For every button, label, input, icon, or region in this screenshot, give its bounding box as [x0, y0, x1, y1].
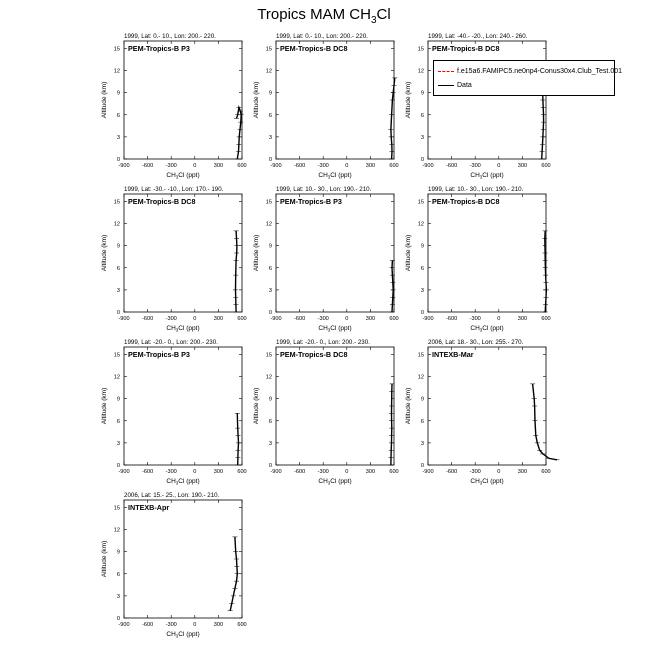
- x-tick-label: -300: [469, 163, 481, 169]
- x-tick-label: 0: [497, 316, 501, 322]
- campaign-label: PEM-Tropics-B DC8: [128, 197, 196, 206]
- x-tick-label: -900: [422, 316, 434, 322]
- x-tick-label: -300: [317, 316, 329, 322]
- y-tick-label: 15: [113, 199, 120, 206]
- plot-frame: [276, 194, 394, 312]
- plot-frame: [124, 500, 242, 618]
- y-tick-label: 6: [420, 418, 424, 425]
- campaign-label: PEM-Tropics-B P3: [128, 44, 190, 53]
- y-axis-label: Altitude (km): [405, 81, 412, 119]
- panel-title: 1999, Lat: -20.- 0., Lon: 200.- 230.: [276, 339, 370, 346]
- campaign-label: PEM-Tropics-B DC8: [280, 350, 348, 359]
- x-tick-label: 600: [541, 163, 551, 169]
- plot-frame: [276, 41, 394, 159]
- x-axis-label: $CH_3Cl$ (ppt): [470, 478, 504, 486]
- y-tick-label: 9: [420, 243, 424, 250]
- y-axis-label: Altitude (km): [101, 540, 108, 578]
- y-tick-label: 0: [420, 157, 424, 163]
- x-tick-label: -600: [445, 163, 458, 169]
- y-tick-label: 12: [113, 221, 120, 228]
- x-tick-label: -600: [141, 622, 154, 628]
- x-tick-label: -300: [469, 469, 481, 475]
- panel-title: 1999, Lat: 10.- 30., Lon: 190.- 210.: [428, 186, 524, 193]
- y-tick-label: 3: [116, 134, 120, 141]
- x-tick-label: -900: [270, 163, 282, 169]
- y-tick-label: 3: [268, 134, 272, 141]
- x-tick-label: -600: [141, 163, 154, 169]
- plot-frame: [428, 41, 546, 159]
- x-tick-label: 600: [237, 622, 247, 628]
- x-tick-label: 0: [193, 469, 197, 475]
- x-tick-label: -900: [118, 163, 130, 169]
- panel-title: 2006, Lat: 18.- 30., Lon: 255.- 270.: [428, 339, 524, 346]
- x-tick-label: 600: [541, 469, 551, 475]
- plot-frame: [124, 194, 242, 312]
- x-tick-label: -600: [141, 316, 154, 322]
- x-tick-label: 600: [389, 469, 399, 475]
- y-axis-label: Altitude (km): [253, 81, 260, 119]
- y-tick-label: 0: [420, 463, 424, 469]
- x-tick-label: -900: [118, 622, 130, 628]
- panel-title: 1999, Lat: 0.- 10., Lon: 200.- 220.: [276, 33, 368, 40]
- y-tick-label: 9: [268, 396, 272, 403]
- campaign-label: PEM-Tropics-B P3: [128, 350, 190, 359]
- y-axis-label: Altitude (km): [405, 387, 412, 425]
- y-tick-label: 3: [268, 440, 272, 447]
- x-axis-label: $CH_3Cl$ (ppt): [318, 325, 352, 333]
- x-axis-label: $CH_3Cl$ (ppt): [166, 478, 200, 486]
- campaign-label: INTEXB-Mar: [432, 350, 474, 359]
- y-tick-label: 3: [420, 287, 424, 294]
- x-tick-label: -600: [141, 469, 154, 475]
- y-tick-label: 9: [268, 243, 272, 250]
- legend-swatch-data: [438, 85, 454, 86]
- y-tick-label: 12: [265, 221, 272, 228]
- x-tick-label: 300: [517, 316, 528, 322]
- data-series-line: [237, 107, 242, 159]
- y-axis-label: Altitude (km): [101, 234, 108, 272]
- plot-frame: [124, 41, 242, 159]
- y-tick-label: 3: [420, 134, 424, 141]
- x-tick-label: -900: [422, 469, 434, 475]
- y-tick-label: 6: [116, 418, 120, 425]
- x-axis-label: $CH_3Cl$ (ppt): [166, 325, 200, 333]
- y-tick-label: 0: [116, 616, 120, 622]
- y-axis-label: Altitude (km): [253, 234, 260, 272]
- y-tick-label: 12: [265, 374, 272, 381]
- campaign-label: INTEXB-Apr: [128, 503, 170, 512]
- x-tick-label: 300: [517, 469, 528, 475]
- y-tick-label: 9: [420, 396, 424, 403]
- y-tick-label: 12: [113, 68, 120, 75]
- y-tick-label: 9: [116, 396, 120, 403]
- y-tick-label: 6: [268, 265, 272, 272]
- y-tick-label: 6: [116, 112, 120, 119]
- x-axis-label: $CH_3Cl$ (ppt): [318, 478, 352, 486]
- x-axis-label: $CH_3Cl$ (ppt): [166, 631, 200, 639]
- y-tick-label: 3: [116, 440, 120, 447]
- x-axis-label: $CH_3Cl$ (ppt): [470, 325, 504, 333]
- y-tick-label: 12: [417, 68, 424, 75]
- plot-frame: [428, 194, 546, 312]
- y-tick-label: 9: [420, 90, 424, 97]
- panel-title: 1999, Lat: -40.- -20., Lon: 240.- 260.: [428, 33, 528, 40]
- x-axis-label: $CH_3Cl$ (ppt): [318, 172, 352, 180]
- legend-label-model: f.e15a6.FAMIPC5.ne0np4-Conus30x4.Club_Test.001: [457, 67, 622, 75]
- y-tick-label: 9: [116, 243, 120, 250]
- y-tick-label: 6: [116, 265, 120, 272]
- x-tick-label: -600: [293, 469, 306, 475]
- y-tick-label: 0: [116, 463, 120, 469]
- data-series-line: [533, 384, 557, 460]
- x-tick-label: 600: [389, 163, 399, 169]
- y-tick-label: 9: [116, 90, 120, 97]
- x-tick-label: 600: [389, 316, 399, 322]
- x-tick-label: 300: [365, 163, 376, 169]
- y-axis-label: Altitude (km): [405, 234, 412, 272]
- campaign-label: PEM-Tropics-B DC8: [432, 44, 500, 53]
- y-tick-label: 15: [113, 46, 120, 53]
- campaign-label: PEM-Tropics-B DC8: [432, 197, 500, 206]
- panel-title: 1999, Lat: -20.- 0., Lon: 200.- 230.: [124, 339, 218, 346]
- y-tick-label: 3: [420, 440, 424, 447]
- legend-label-data: Data: [457, 81, 472, 89]
- x-tick-label: 0: [193, 163, 197, 169]
- y-axis-label: Altitude (km): [101, 387, 108, 425]
- x-tick-label: 0: [345, 316, 349, 322]
- legend: [433, 60, 622, 96]
- data-series-line: [391, 384, 392, 465]
- data-series-line: [237, 413, 238, 465]
- y-tick-label: 6: [420, 265, 424, 272]
- x-tick-label: 600: [237, 469, 247, 475]
- y-tick-label: 15: [113, 352, 120, 359]
- y-tick-label: 15: [265, 352, 272, 359]
- y-tick-label: 12: [113, 527, 120, 534]
- x-tick-label: -900: [422, 163, 434, 169]
- x-axis-label: $CH_3Cl$ (ppt): [470, 172, 504, 180]
- x-tick-label: 0: [193, 622, 197, 628]
- data-series-line: [236, 231, 237, 312]
- y-tick-label: 0: [268, 157, 272, 163]
- y-tick-label: 0: [420, 310, 424, 316]
- y-tick-label: 3: [116, 287, 120, 294]
- x-tick-label: -300: [317, 163, 329, 169]
- x-tick-label: 300: [365, 316, 376, 322]
- y-axis-label: Altitude (km): [101, 81, 108, 119]
- y-tick-label: 6: [116, 571, 120, 578]
- legend-item-model: [438, 66, 622, 76]
- x-tick-label: -600: [293, 316, 306, 322]
- x-tick-label: 0: [345, 469, 349, 475]
- x-tick-label: -600: [445, 316, 458, 322]
- x-tick-label: 0: [497, 469, 501, 475]
- y-axis-label: Altitude (km): [253, 387, 260, 425]
- plot-frame: [124, 347, 242, 465]
- panel-title: 1999, Lat: 10.- 30., Lon: 190.- 210.: [276, 186, 372, 193]
- x-tick-label: -300: [165, 622, 177, 628]
- x-tick-label: -900: [270, 316, 282, 322]
- y-tick-label: 6: [268, 112, 272, 119]
- x-tick-label: 600: [541, 316, 551, 322]
- y-tick-label: 12: [265, 68, 272, 75]
- y-tick-label: 0: [116, 157, 120, 163]
- page-title: Tropics MAM $CH_3Cl$: [257, 6, 391, 26]
- x-tick-label: 600: [237, 316, 247, 322]
- legend-item-data: [438, 80, 472, 90]
- y-tick-label: 3: [268, 287, 272, 294]
- y-tick-label: 12: [113, 374, 120, 381]
- y-tick-label: 15: [417, 199, 424, 206]
- x-tick-label: -900: [118, 469, 130, 475]
- plot-frame: [428, 347, 546, 465]
- y-tick-label: 9: [116, 549, 120, 556]
- y-tick-label: 15: [417, 46, 424, 53]
- y-tick-label: 3: [116, 593, 120, 600]
- y-tick-label: 15: [113, 505, 120, 512]
- y-tick-label: 0: [116, 310, 120, 316]
- panel-title: 1999, Lat: 0.- 10., Lon: 200.- 220.: [124, 33, 216, 40]
- x-tick-label: 300: [365, 469, 376, 475]
- x-tick-label: 0: [345, 163, 349, 169]
- x-tick-label: -900: [270, 469, 282, 475]
- y-tick-label: 15: [265, 46, 272, 53]
- x-axis-label: $CH_3Cl$ (ppt): [166, 172, 200, 180]
- y-tick-label: 0: [268, 463, 272, 469]
- y-tick-label: 6: [268, 418, 272, 425]
- y-tick-label: 0: [268, 310, 272, 316]
- campaign-label: PEM-Tropics-B P3: [280, 197, 342, 206]
- x-tick-label: -300: [317, 469, 329, 475]
- x-tick-label: 300: [213, 316, 224, 322]
- x-tick-label: -300: [165, 469, 177, 475]
- x-tick-label: -600: [445, 469, 458, 475]
- x-tick-label: 300: [517, 163, 528, 169]
- campaign-label: PEM-Tropics-B DC8: [280, 44, 348, 53]
- x-tick-label: 600: [237, 163, 247, 169]
- y-tick-label: 12: [417, 374, 424, 381]
- x-tick-label: -300: [165, 316, 177, 322]
- panel-title: 2006, Lat: 15.- 25., Lon: 190.- 210.: [124, 492, 220, 499]
- plot-frame: [276, 347, 394, 465]
- x-tick-label: -300: [469, 316, 481, 322]
- y-tick-label: 15: [265, 199, 272, 206]
- y-tick-label: 15: [417, 352, 424, 359]
- x-tick-label: 300: [213, 622, 224, 628]
- x-tick-label: -900: [118, 316, 130, 322]
- x-tick-label: -300: [165, 163, 177, 169]
- x-tick-label: 0: [193, 316, 197, 322]
- y-tick-label: 9: [268, 90, 272, 97]
- y-tick-label: 12: [417, 221, 424, 228]
- data-series-line: [392, 260, 393, 312]
- legend-swatch-model: [438, 71, 454, 72]
- x-tick-label: 300: [213, 469, 224, 475]
- y-tick-label: 6: [420, 112, 424, 119]
- x-tick-label: 300: [213, 163, 224, 169]
- x-tick-label: 0: [497, 163, 501, 169]
- panel-title: 1999, Lat: -30.- -10., Lon: 170.- 190.: [124, 186, 224, 193]
- x-tick-label: -600: [293, 163, 306, 169]
